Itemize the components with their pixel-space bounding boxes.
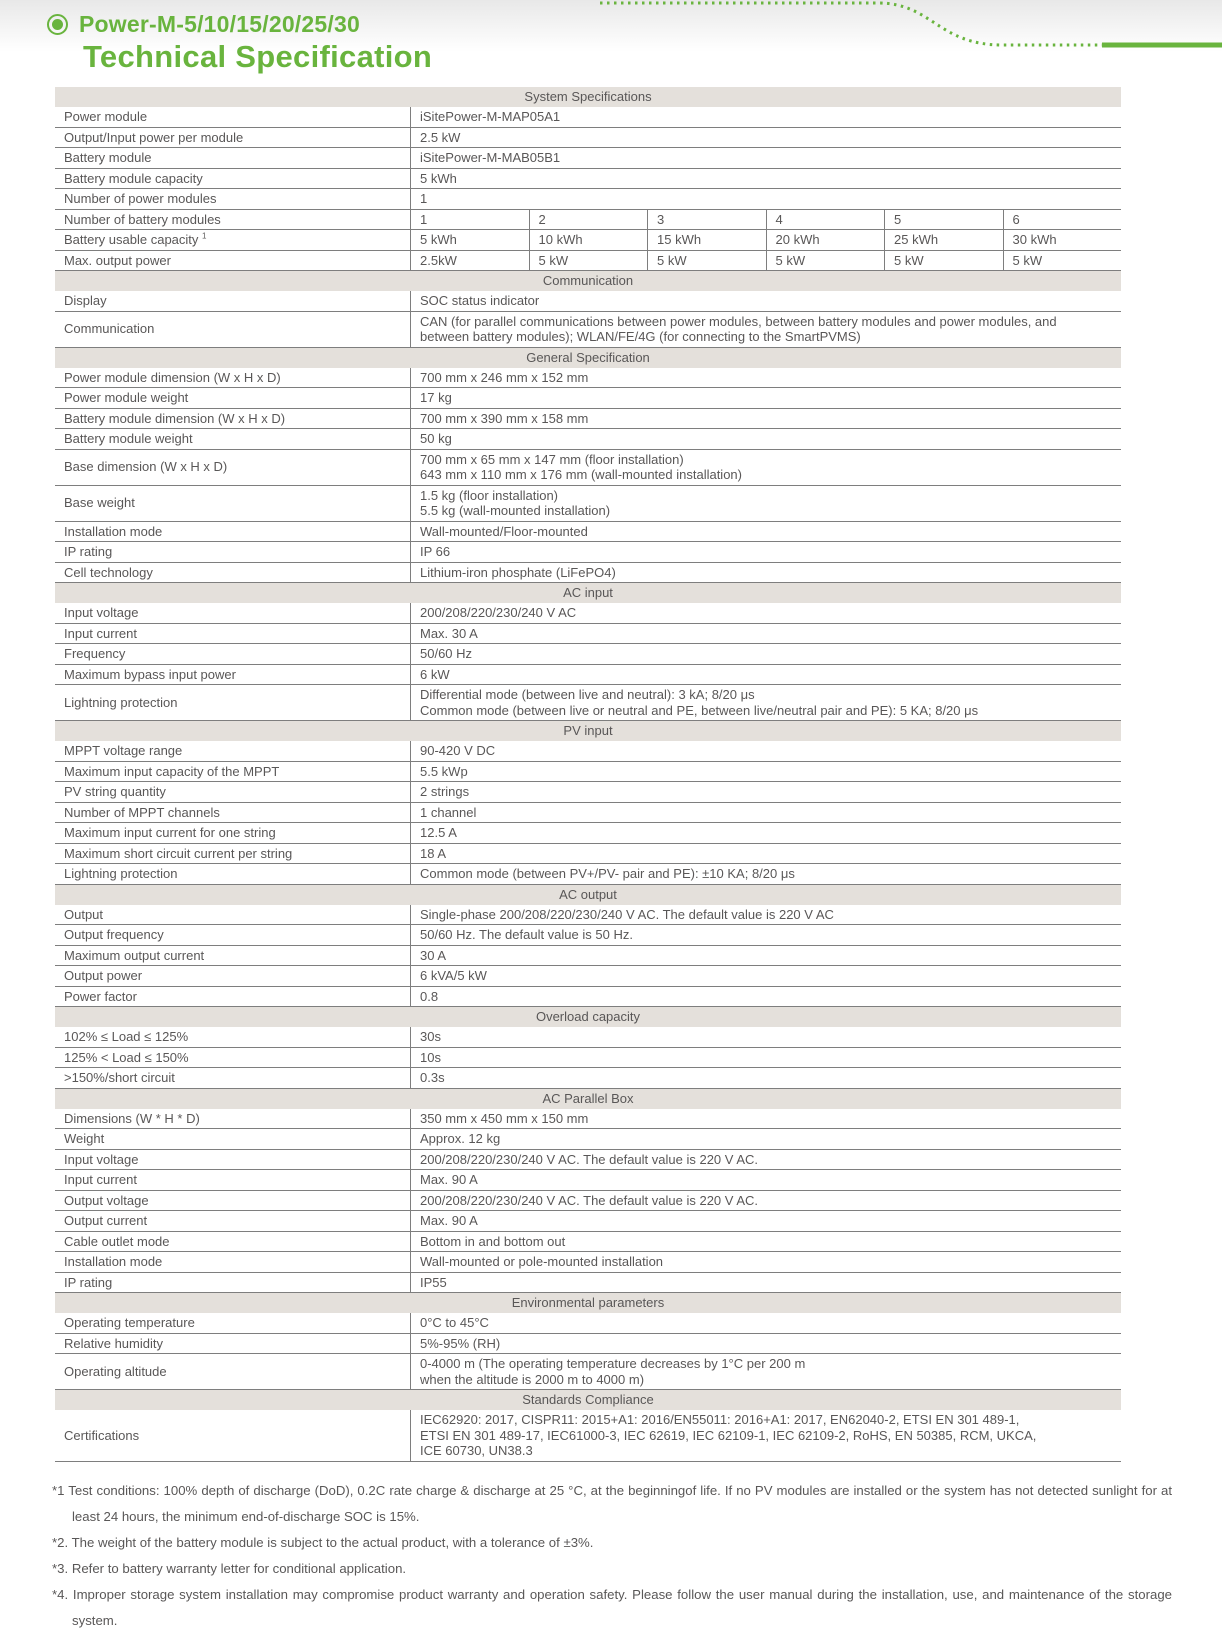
spec-label: Communication — [64, 321, 155, 337]
spec-label: Input voltage — [64, 1151, 139, 1167]
section-header: Standards Compliance — [55, 1390, 1121, 1410]
spec-value: 5 kW — [766, 251, 885, 271]
spec-value: 5 kW — [529, 251, 648, 271]
spec-value: 5.5 kWp — [410, 762, 1121, 782]
spec-row — [55, 1129, 1121, 1150]
spec-label: Input voltage — [64, 605, 139, 620]
spec-row — [55, 782, 1121, 803]
spec-row — [55, 1170, 1121, 1191]
spec-value: 5%-95% (RH) — [410, 1334, 1121, 1354]
spec-label: IP rating — [64, 544, 113, 559]
spec-row — [55, 1313, 1121, 1334]
product-line-title: Power-M-5/10/15/20/25/30 — [79, 11, 360, 37]
spec-label: PV string quantity — [64, 784, 166, 799]
section-header: System Specifications — [55, 87, 1121, 107]
spec-label: Installation mode — [64, 1254, 163, 1269]
spec-label: Output voltage — [64, 1192, 149, 1208]
spec-label: Number of battery modules — [64, 211, 221, 227]
spec-value: 2 — [529, 210, 648, 230]
spec-value: 1 — [410, 189, 1121, 209]
spec-row — [55, 189, 1121, 210]
page-title: Technical Specification — [83, 39, 433, 74]
spec-value: 90-420 V DC — [410, 741, 1121, 761]
footnote-marker: *4. — [52, 1586, 69, 1602]
spec-value: 25 kWh — [884, 230, 1003, 250]
footnote-marker: *3. — [52, 1560, 69, 1576]
spec-row — [55, 741, 1121, 762]
spec-value: 5 kW — [1003, 251, 1122, 271]
spec-row — [55, 1191, 1121, 1212]
spec-value: 30 A — [410, 946, 1121, 966]
spec-value: 3 — [647, 210, 766, 230]
spec-row — [55, 251, 1121, 272]
spec-label: Dimensions (W * H * D) — [64, 1110, 200, 1126]
spec-label: Maximum input capacity of the MPPT — [64, 763, 280, 779]
spec-label: Maximum input current for one string — [64, 825, 276, 840]
spec-label: Power module weight — [64, 390, 189, 405]
spec-value: 5 kWh — [410, 169, 1121, 189]
spec-value: Wall-mounted or pole-mounted installation — [410, 1252, 1121, 1272]
footnote-text: The weight of the battery module is subject to the actual product, with a tolerance of ±3%. — [71, 1534, 594, 1550]
spec-row — [55, 450, 1121, 486]
spec-value: 2.5 kW — [410, 128, 1121, 148]
spec-value: 0.3s — [410, 1068, 1121, 1088]
spec-label: Power module — [64, 109, 148, 124]
spec-row — [55, 1048, 1121, 1069]
spec-value: IP55 — [410, 1273, 1121, 1293]
section-header: Communication — [55, 271, 1121, 291]
spec-value: 50/60 Hz. The default value is 50 Hz. — [410, 925, 1121, 945]
spec-row — [55, 388, 1121, 409]
spec-row — [55, 563, 1121, 584]
spec-value: Common mode (between PV+/PV- pair and PE): ±10 KA; 8/20 μs — [410, 864, 1121, 884]
spec-label: >150%/short circuit — [64, 1070, 175, 1085]
spec-label: Power module dimension (W x H x D) — [64, 369, 281, 385]
spec-value: 30 kWh — [1003, 230, 1122, 250]
spec-label: Certifications — [64, 1427, 140, 1443]
spec-value: 5 kW — [884, 251, 1003, 271]
spec-value: 15 kWh — [647, 230, 766, 250]
spec-label: Output — [64, 906, 104, 922]
footnote — [52, 1582, 1172, 1634]
spec-label: Battery module dimension (W x H x D) — [64, 410, 286, 426]
spec-row — [55, 1273, 1121, 1294]
spec-value: 200/208/220/230/240 V AC. The default value is 220 V AC. — [410, 1150, 1121, 1170]
spec-value: 5 kWh — [410, 230, 529, 250]
spec-row — [55, 1109, 1121, 1130]
spec-value: 0-4000 m (The operating temperature decreases by 1°C per 200 m when the altitude is 2000 m to 4000 m) — [410, 1354, 1121, 1389]
spec-row — [55, 486, 1121, 522]
spec-label: Weight — [64, 1131, 105, 1146]
page-header — [0, 0, 1222, 75]
spec-value: 20 kWh — [766, 230, 885, 250]
spec-value: 1.5 kg (floor installation) 5.5 kg (wall-mounted installation) — [410, 486, 1121, 521]
spec-row — [55, 603, 1121, 624]
spec-row — [55, 946, 1121, 967]
spec-value: Single-phase 200/208/220/230/240 V AC. The default value is 220 V AC — [410, 905, 1121, 925]
spec-label: Output current — [64, 1213, 148, 1228]
spec-label: Cell technology — [64, 564, 153, 580]
spec-label: Maximum short circuit current per string — [64, 845, 293, 861]
spec-row — [55, 1068, 1121, 1089]
spec-row — [55, 429, 1121, 450]
spec-label: Base weight — [64, 495, 135, 511]
spec-value: 2 strings — [410, 782, 1121, 802]
spec-row — [55, 665, 1121, 686]
spec-row — [55, 762, 1121, 783]
spec-row — [55, 1027, 1121, 1048]
spec-value: 200/208/220/230/240 V AC — [410, 603, 1121, 623]
spec-value: 700 mm x 390 mm x 158 mm — [410, 409, 1121, 429]
spec-value: 1 — [410, 210, 529, 230]
spec-label: Number of power modules — [64, 191, 217, 206]
spec-value: CAN (for parallel communications between power modules, between battery modules and power modules, and between battery modules); WLAN/FE/4G (for connecting to the SmartPVMS) — [410, 312, 1121, 347]
section-header: Environmental parameters — [55, 1293, 1121, 1313]
spec-label: Battery usable capacity $^1$ — [64, 231, 207, 247]
spec-value: 1 channel — [410, 803, 1121, 823]
spec-label: Output frequency — [64, 927, 164, 942]
spec-value: 6 — [1003, 210, 1122, 230]
spec-table — [55, 87, 1121, 1462]
spec-row — [55, 1334, 1121, 1355]
spec-row — [55, 823, 1121, 844]
spec-row — [55, 864, 1121, 885]
spec-value: 10 kWh — [529, 230, 648, 250]
spec-row — [55, 128, 1121, 149]
spec-value: iSitePower-M-MAB05B1 — [410, 148, 1121, 168]
spec-value: 0.8 — [410, 987, 1121, 1007]
spec-label: MPPT voltage range — [64, 743, 183, 758]
spec-row — [55, 107, 1121, 128]
spec-row — [55, 685, 1121, 721]
footnotes — [52, 1478, 1172, 1634]
footnote — [52, 1556, 1172, 1582]
spec-value: SOC status indicator — [410, 291, 1121, 311]
spec-row — [55, 844, 1121, 865]
spec-value: 700 mm x 65 mm x 147 mm (floor installation) 643 mm x 110 mm x 176 mm (wall-mounted installation) — [410, 450, 1121, 485]
spec-label: Frequency — [64, 646, 126, 661]
spec-value: 0°C to 45°C — [410, 1313, 1121, 1333]
spec-label: Battery module weight — [64, 431, 193, 446]
section-header: AC Parallel Box — [55, 1089, 1121, 1109]
footnote-text: Refer to battery warranty letter for conditional application. — [71, 1560, 407, 1576]
spec-value: 50/60 Hz — [410, 644, 1121, 664]
spec-label: Display — [64, 293, 107, 308]
spec-value: 5 kW — [647, 251, 766, 271]
spec-value: 30s — [410, 1027, 1121, 1047]
spec-row — [55, 312, 1121, 348]
spec-row — [55, 905, 1121, 926]
spec-label: Number of MPPT channels — [64, 804, 220, 820]
spec-label: 102% ≤ Load ≤ 125% — [64, 1029, 189, 1044]
spec-value: iSitePower-M-MAP05A1 — [410, 107, 1121, 127]
spec-label: Input current — [64, 625, 137, 641]
spec-value: 700 mm x 246 mm x 152 mm — [410, 368, 1121, 388]
spec-row — [55, 1150, 1121, 1171]
spec-row — [55, 624, 1121, 645]
spec-value: Max. 30 A — [410, 624, 1121, 644]
spec-value: 12.5 A — [410, 823, 1121, 843]
spec-label: Battery module — [64, 150, 152, 165]
target-circle-icon — [47, 14, 68, 35]
spec-label: Maximum bypass input power — [64, 666, 236, 682]
section-header: AC output — [55, 885, 1121, 905]
spec-label: Output/Input power per module — [64, 129, 244, 145]
spec-value: 50 kg — [410, 429, 1121, 449]
spec-value: IEC62920: 2017, CISPR11: 2015+A1: 2016/EN55011: 2016+A1: 2017, EN62040-2, ETSI EN 301 489-1, ETSI EN 301 489-17, IEC61000-3, IEC 62619, IEC 62109-1, IEC 62109-2, RoHS, EN 50385, RCM, UKCA, ICE 60730, UN38.3 — [410, 1410, 1121, 1461]
spec-row — [55, 522, 1121, 543]
spec-row — [55, 230, 1121, 251]
footnote-ref: 1 — [202, 231, 207, 241]
spec-row — [55, 966, 1121, 987]
spec-row — [55, 1232, 1121, 1253]
spec-value: Differential mode (between live and neutral): 3 kA; 8/20 μs Common mode (between live or neutral and PE, between live/neutral pair and PE): 5 KA; 8/20 μs — [410, 685, 1121, 720]
spec-label: Input current — [64, 1172, 137, 1187]
product-line-row — [47, 11, 1222, 38]
section-header: General Specification — [55, 348, 1121, 368]
spec-label: Maximum output current — [64, 947, 205, 963]
section-header: AC input — [55, 583, 1121, 603]
spec-value: 5 — [884, 210, 1003, 230]
spec-label: Power factor — [64, 988, 137, 1004]
section-header: PV input — [55, 721, 1121, 741]
section-header: Overload capacity — [55, 1007, 1121, 1027]
spec-value: Bottom in and bottom out — [410, 1232, 1121, 1252]
spec-row — [55, 1354, 1121, 1390]
footnote-marker: *2. — [52, 1534, 69, 1550]
footnote-marker: *1 — [52, 1482, 65, 1498]
spec-value: 200/208/220/230/240 V AC. The default value is 220 V AC. — [410, 1191, 1121, 1211]
footnote-text: Improper storage system installation may compromise product warranty and operation safety. Please follow the user manual during the installation, use, and maintenance of the storage system. — [72, 1586, 1172, 1628]
spec-value: 4 — [766, 210, 885, 230]
footnote — [52, 1478, 1172, 1530]
spec-label: Base dimension (W x H x D) — [64, 459, 228, 475]
spec-label: Output power — [64, 968, 143, 983]
spec-label: Operating altitude — [64, 1363, 167, 1379]
spec-value: 17 kg — [410, 388, 1121, 408]
spec-label: IP rating — [64, 1274, 113, 1290]
spec-row — [55, 169, 1121, 190]
spec-value: Wall-mounted/Floor-mounted — [410, 522, 1121, 542]
spec-label: Relative humidity — [64, 1335, 163, 1351]
spec-value: 6 kW — [410, 665, 1121, 685]
spec-row — [55, 1252, 1121, 1273]
footnote-text: Test conditions: 100% depth of discharge (DoD), 0.2C rate charge & discharge at 25 °C, at the beginningof life. If no PV modules are installed or the system has not detected sunlight for at least 24 hours, the minimum end-of-discharge SOC is 15%. — [68, 1482, 1172, 1524]
spec-row — [55, 291, 1121, 312]
spec-value: 18 A — [410, 844, 1121, 864]
spec-row — [55, 925, 1121, 946]
spec-value: Max. 90 A — [410, 1170, 1121, 1190]
spec-row — [55, 368, 1121, 389]
spec-label: Lightning protection — [64, 866, 178, 881]
spec-row — [55, 803, 1121, 824]
spec-row — [55, 409, 1121, 430]
spec-value: 2.5kW — [410, 251, 529, 271]
spec-label: Operating temperature — [64, 1315, 195, 1330]
spec-value: Approx. 12 kg — [410, 1129, 1121, 1149]
spec-row — [55, 644, 1121, 665]
spec-label: Cable outlet mode — [64, 1233, 170, 1249]
spec-label: Max. output power — [64, 252, 171, 268]
spec-value: Max. 90 A — [410, 1211, 1121, 1231]
spec-label: Installation mode — [64, 523, 163, 539]
spec-label: Battery module capacity — [64, 170, 203, 186]
spec-row — [55, 1410, 1121, 1462]
spec-row — [55, 148, 1121, 169]
spec-label: Lightning protection — [64, 694, 178, 710]
spec-value: Lithium-iron phosphate (LiFePO4) — [410, 563, 1121, 583]
spec-row — [55, 542, 1121, 563]
spec-value: 350 mm x 450 mm x 150 mm — [410, 1109, 1121, 1129]
footnote — [52, 1530, 1172, 1556]
spec-value: IP 66 — [410, 542, 1121, 562]
spec-value: 6 kVA/5 kW — [410, 966, 1121, 986]
spec-label: 125% < Load ≤ 150% — [64, 1049, 189, 1065]
spec-row — [55, 210, 1121, 231]
spec-row — [55, 1211, 1121, 1232]
spec-value: 10s — [410, 1048, 1121, 1068]
spec-row — [55, 987, 1121, 1008]
